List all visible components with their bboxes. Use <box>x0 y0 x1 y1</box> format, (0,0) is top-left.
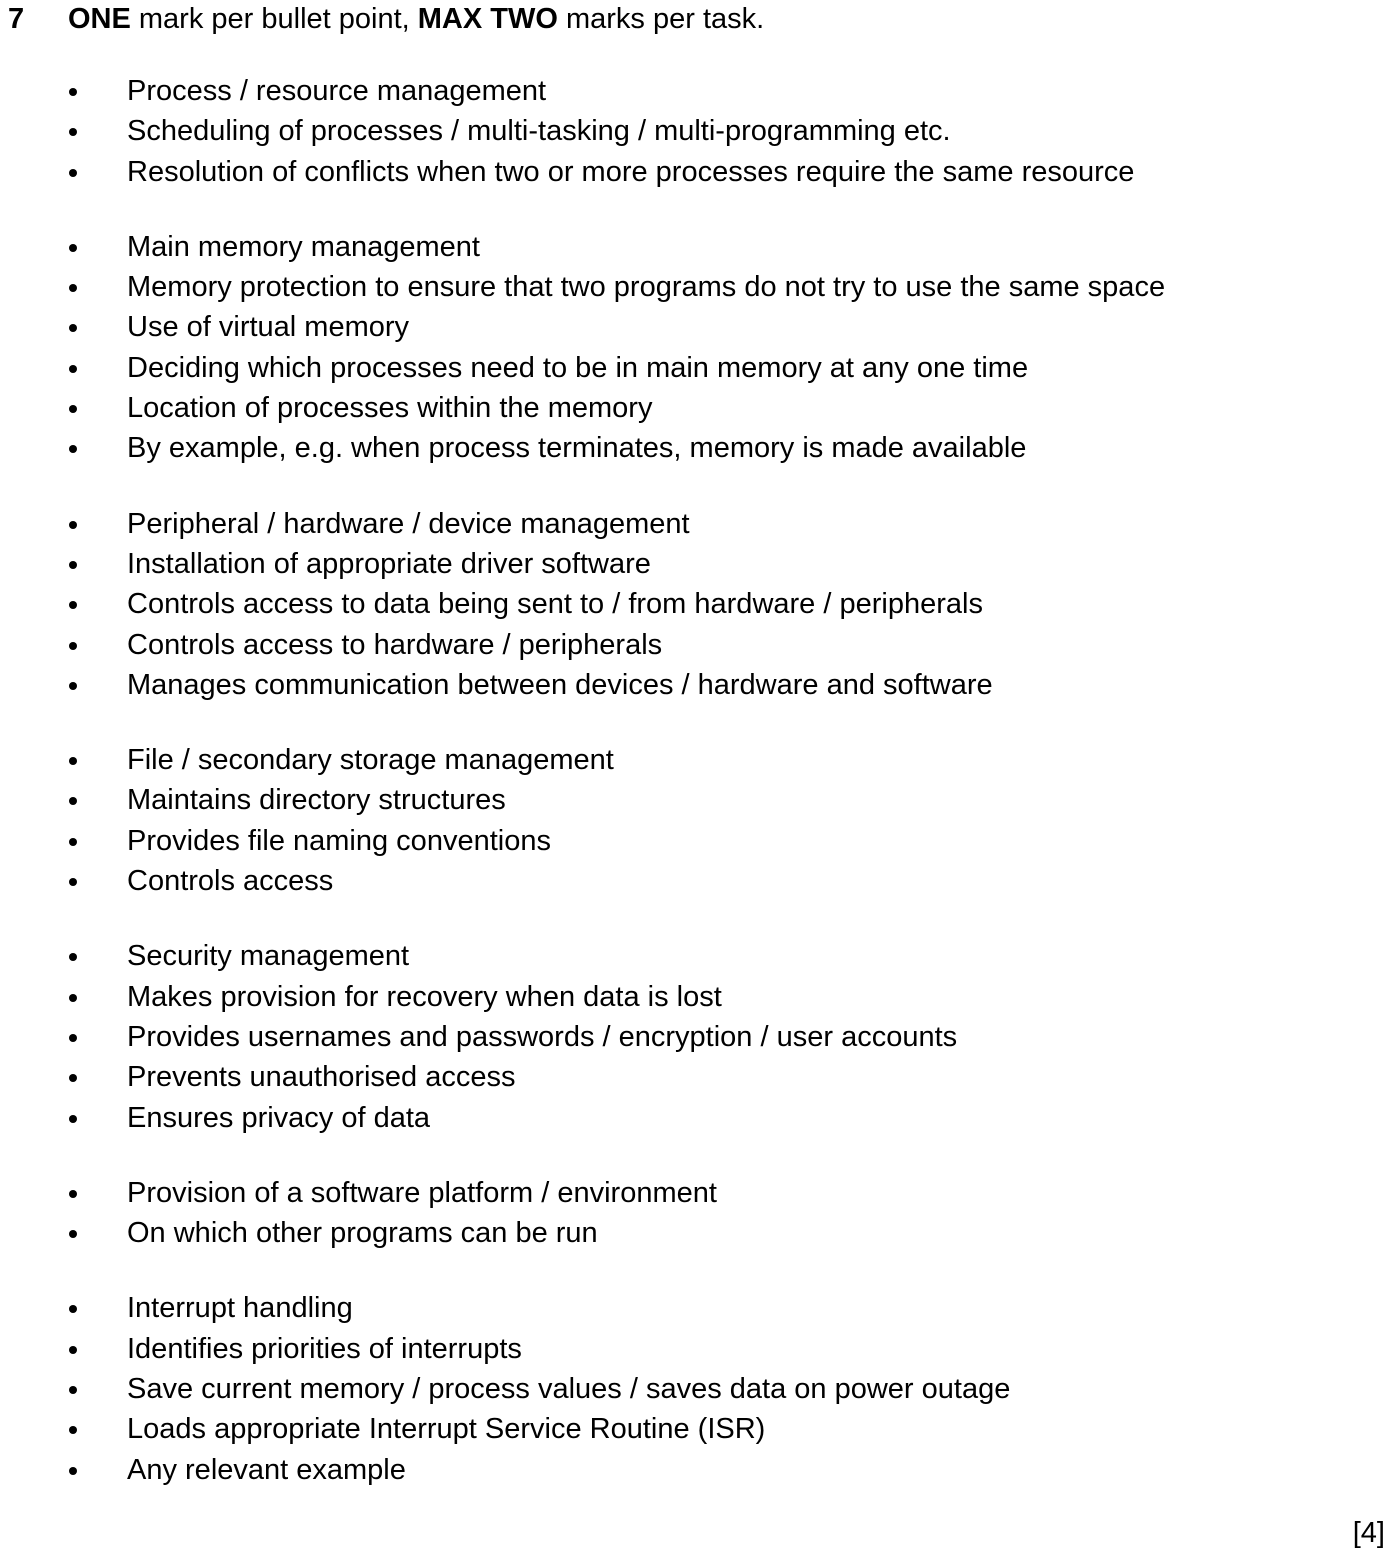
list-item-text: Location of processes within the memory <box>127 392 653 425</box>
list-item-text: Maintains directory structures <box>127 784 506 817</box>
list-item <box>0 1450 1395 1490</box>
bullet-icon <box>69 1386 77 1394</box>
list-item <box>0 625 1395 665</box>
list-item <box>0 388 1395 428</box>
list-item <box>0 544 1395 584</box>
bullet-icon <box>69 561 77 569</box>
list-item <box>0 348 1395 388</box>
instruction-text-2: marks per task. <box>557 3 765 35</box>
list-item <box>0 1329 1395 1369</box>
bullet-icon <box>69 953 77 961</box>
bullet-group <box>0 71 1395 192</box>
list-item <box>0 665 1395 705</box>
bullet-icon <box>69 1305 77 1313</box>
list-item-text: Use of virtual memory <box>127 311 410 344</box>
list-item-text: Scheduling of processes / multi-tasking / multi-programming etc. <box>127 115 951 148</box>
list-item-text: Installation of appropriate driver software <box>127 547 651 580</box>
list-item <box>0 111 1395 151</box>
bullet-icon <box>69 169 77 177</box>
bullet-icon <box>69 1426 77 1434</box>
list-item-text: Any relevant example <box>127 1453 406 1486</box>
bullet-icon <box>69 1074 77 1082</box>
bullet-group <box>0 936 1395 1137</box>
bullet-icon <box>69 838 77 846</box>
bullet-icon <box>69 1115 77 1123</box>
list-item <box>0 1369 1395 1409</box>
instruction-text-1: mark per bullet point, <box>130 3 418 35</box>
list-item <box>0 307 1395 347</box>
mark-scheme-list <box>0 71 1395 1525</box>
bullet-group <box>0 227 1395 469</box>
bullet-icon <box>69 757 77 765</box>
list-item <box>0 780 1395 820</box>
list-item <box>0 1017 1395 1057</box>
list-item-text: File / secondary storage management <box>127 744 614 777</box>
list-item-text: Prevents unauthorised access <box>127 1061 516 1094</box>
list-item <box>0 1213 1395 1253</box>
list-item-text: Security management <box>127 940 410 973</box>
list-item <box>0 428 1395 468</box>
list-item-text: Provides usernames and passwords / encryption / user accounts <box>127 1020 958 1053</box>
list-item-text: Controls access to hardware / peripherals <box>127 628 663 661</box>
list-item <box>0 861 1395 901</box>
bullet-group <box>0 1173 1395 1254</box>
bullet-icon <box>69 878 77 886</box>
bullet-group <box>0 740 1395 901</box>
instruction-max-two: MAX TWO <box>417 3 558 35</box>
list-item-text: Interrupt handling <box>127 1292 353 1325</box>
list-item <box>0 267 1395 307</box>
bullet-icon <box>69 128 77 136</box>
bullet-icon <box>69 1190 77 1198</box>
bullet-icon <box>69 1034 77 1042</box>
list-item-text: Manages communication between devices / hardware and software <box>127 668 993 701</box>
list-item-text: Resolution of conflicts when two or more processes require the same resource <box>127 155 1135 188</box>
list-item <box>0 821 1395 861</box>
bullet-icon <box>69 521 77 529</box>
instruction-one: ONE <box>68 3 131 35</box>
list-item <box>0 1057 1395 1097</box>
bullet-icon <box>69 1467 77 1475</box>
bullet-icon <box>69 244 77 252</box>
bullet-icon <box>69 994 77 1002</box>
bullet-icon <box>69 1346 77 1354</box>
list-item <box>0 71 1395 111</box>
list-item-text: On which other programs can be run <box>127 1217 598 1250</box>
list-item <box>0 1173 1395 1213</box>
list-item <box>0 936 1395 976</box>
bullet-icon <box>69 601 77 609</box>
list-item <box>0 227 1395 267</box>
total-marks: [4] <box>1352 1517 1385 1549</box>
list-item-text: Peripheral / hardware / device management <box>127 507 690 540</box>
bullet-icon <box>69 445 77 453</box>
list-item-text: By example, e.g. when process terminates, memory is made available <box>127 432 1027 465</box>
bullet-icon <box>69 642 77 650</box>
list-item-text: Memory protection to ensure that two programs do not try to use the same space <box>127 271 1166 304</box>
bullet-icon <box>69 405 77 413</box>
list-item-text: Loads appropriate Interrupt Service Routine (ISR) <box>127 1413 766 1446</box>
list-item-text: Ensures privacy of data <box>127 1101 431 1134</box>
bullet-icon <box>69 1230 77 1238</box>
list-item-text: Identifies priorities of interrupts <box>127 1332 522 1365</box>
question-instruction <box>68 2 764 36</box>
list-item-text: Makes provision for recovery when data is lost <box>127 980 722 1013</box>
list-item-text: Deciding which processes need to be in main memory at any one time <box>127 351 1029 384</box>
list-item <box>0 504 1395 544</box>
list-item <box>0 584 1395 624</box>
list-item-text: Provision of a software platform / environment <box>127 1176 717 1209</box>
list-item <box>0 977 1395 1017</box>
list-item-text: Controls access to data being sent to / from hardware / peripherals <box>127 588 983 621</box>
list-item-text: Main memory management <box>127 230 480 263</box>
list-item <box>0 152 1395 192</box>
list-item <box>0 1288 1395 1328</box>
list-item <box>0 1098 1395 1138</box>
list-item <box>0 740 1395 780</box>
list-item-text: Save current memory / process values / saves data on power outage <box>127 1373 1011 1406</box>
list-item-text: Controls access <box>127 865 334 898</box>
list-item-text: Process / resource management <box>127 75 547 107</box>
question-number: 7 <box>8 3 25 35</box>
list-item-text: Provides file naming conventions <box>127 824 551 857</box>
bullet-icon <box>69 682 77 690</box>
bullet-icon <box>69 88 77 96</box>
bullet-group <box>0 504 1395 705</box>
bullet-icon <box>69 284 77 292</box>
bullet-icon <box>69 365 77 373</box>
list-item <box>0 1409 1395 1449</box>
bullet-icon <box>69 324 77 332</box>
bullet-icon <box>69 797 77 805</box>
bullet-group <box>0 1288 1395 1489</box>
